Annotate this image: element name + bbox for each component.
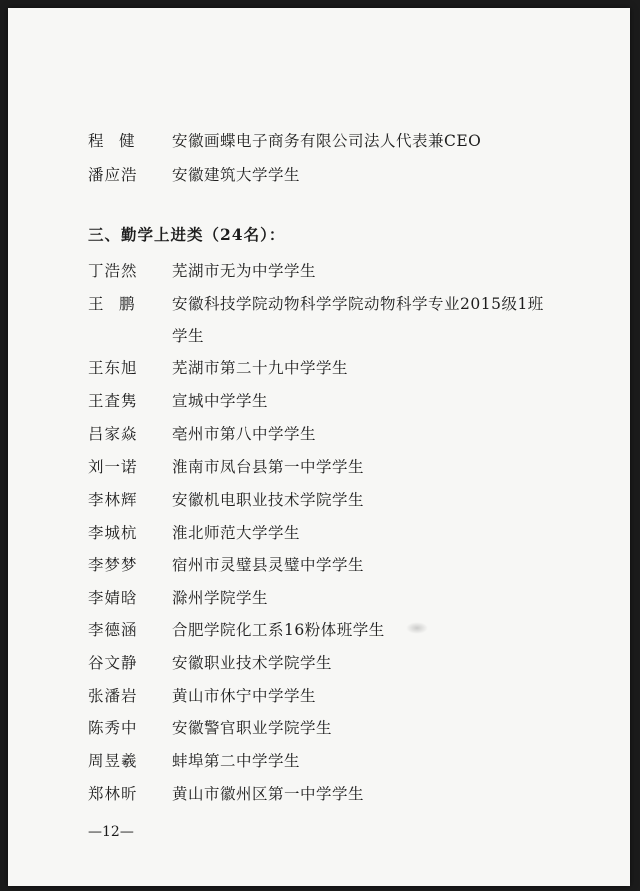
list-item <box>88 518 300 548</box>
person-name: 吕家焱 <box>88 425 138 443</box>
list-item <box>88 256 316 286</box>
list-item <box>88 550 364 580</box>
person-description: 亳州市第八中学学生 <box>172 425 317 443</box>
person-name: 李婧晗 <box>88 589 138 607</box>
person-description: 滁州学院学生 <box>172 589 269 607</box>
list-item <box>88 386 268 416</box>
person-description: 安徽警官职业学院学生 <box>172 719 333 737</box>
list-item <box>88 713 332 743</box>
person-description: 蚌埠第二中学学生 <box>172 752 301 770</box>
person-name: 李城杭 <box>88 524 138 542</box>
list-item <box>88 452 364 482</box>
person-description: 安徽画蝶电子商务有限公司法人代表兼CEO <box>172 132 482 150</box>
section-heading: 三、勤学上进类（24名）： <box>88 225 286 244</box>
list-item <box>88 746 300 776</box>
person-name: 陈秀中 <box>88 719 138 737</box>
person-description: 芜湖市第二十九中学学生 <box>172 359 349 377</box>
person-name: 李梦梦 <box>88 556 138 574</box>
person-name: 周昱羲 <box>88 752 138 770</box>
list-item <box>88 681 316 711</box>
person-name: 王东旭 <box>88 359 138 377</box>
person-description: 合肥学院化工系16粉体班学生 <box>172 621 385 639</box>
list-item <box>88 583 268 613</box>
person-description: 黄山市休宁中学学生 <box>172 687 317 705</box>
person-description: 宣城中学学生 <box>172 392 269 410</box>
person-description: 安徽机电职业技术学院学生 <box>172 491 365 509</box>
list-item <box>88 419 316 449</box>
page-number: —12— <box>88 824 134 840</box>
person-description: 安徽科技学院动物科学学院动物科学专业2015级1班 <box>172 295 544 313</box>
list-item <box>88 160 300 190</box>
person-name: 王査隽 <box>88 392 138 410</box>
person-name: 李林辉 <box>88 491 138 509</box>
list-item <box>88 485 364 515</box>
document-page <box>8 8 630 886</box>
person-name: 程 健 <box>88 132 135 150</box>
list-item <box>88 289 544 319</box>
person-description: 芜湖市无为中学学生 <box>172 262 317 280</box>
person-name: 李德涵 <box>88 621 138 639</box>
list-item <box>88 353 348 383</box>
person-description: 淮北师范大学学生 <box>172 524 301 542</box>
scan-smudge <box>406 622 428 634</box>
person-description: 黄山市徽州区第一中学学生 <box>172 785 365 803</box>
person-name: 谷文静 <box>88 654 138 672</box>
list-item <box>88 615 385 645</box>
person-name: 丁浩然 <box>88 262 138 280</box>
person-name: 王 鹏 <box>88 295 135 313</box>
list-item <box>88 648 332 678</box>
list-item <box>88 779 364 809</box>
person-name: 张潘岩 <box>88 687 138 705</box>
person-description: 淮南市凤台县第一中学学生 <box>172 458 365 476</box>
person-name: 郑林昕 <box>88 785 138 803</box>
person-name: 潘应浩 <box>88 166 138 184</box>
person-description: 安徽职业技术学院学生 <box>172 654 333 672</box>
person-name: 刘一诺 <box>88 458 138 476</box>
person-description: 宿州市灵璧县灵璧中学学生 <box>172 556 365 574</box>
person-description-continued: 学生 <box>172 327 205 345</box>
list-item <box>88 126 481 156</box>
person-description: 安徽建筑大学学生 <box>172 166 301 184</box>
